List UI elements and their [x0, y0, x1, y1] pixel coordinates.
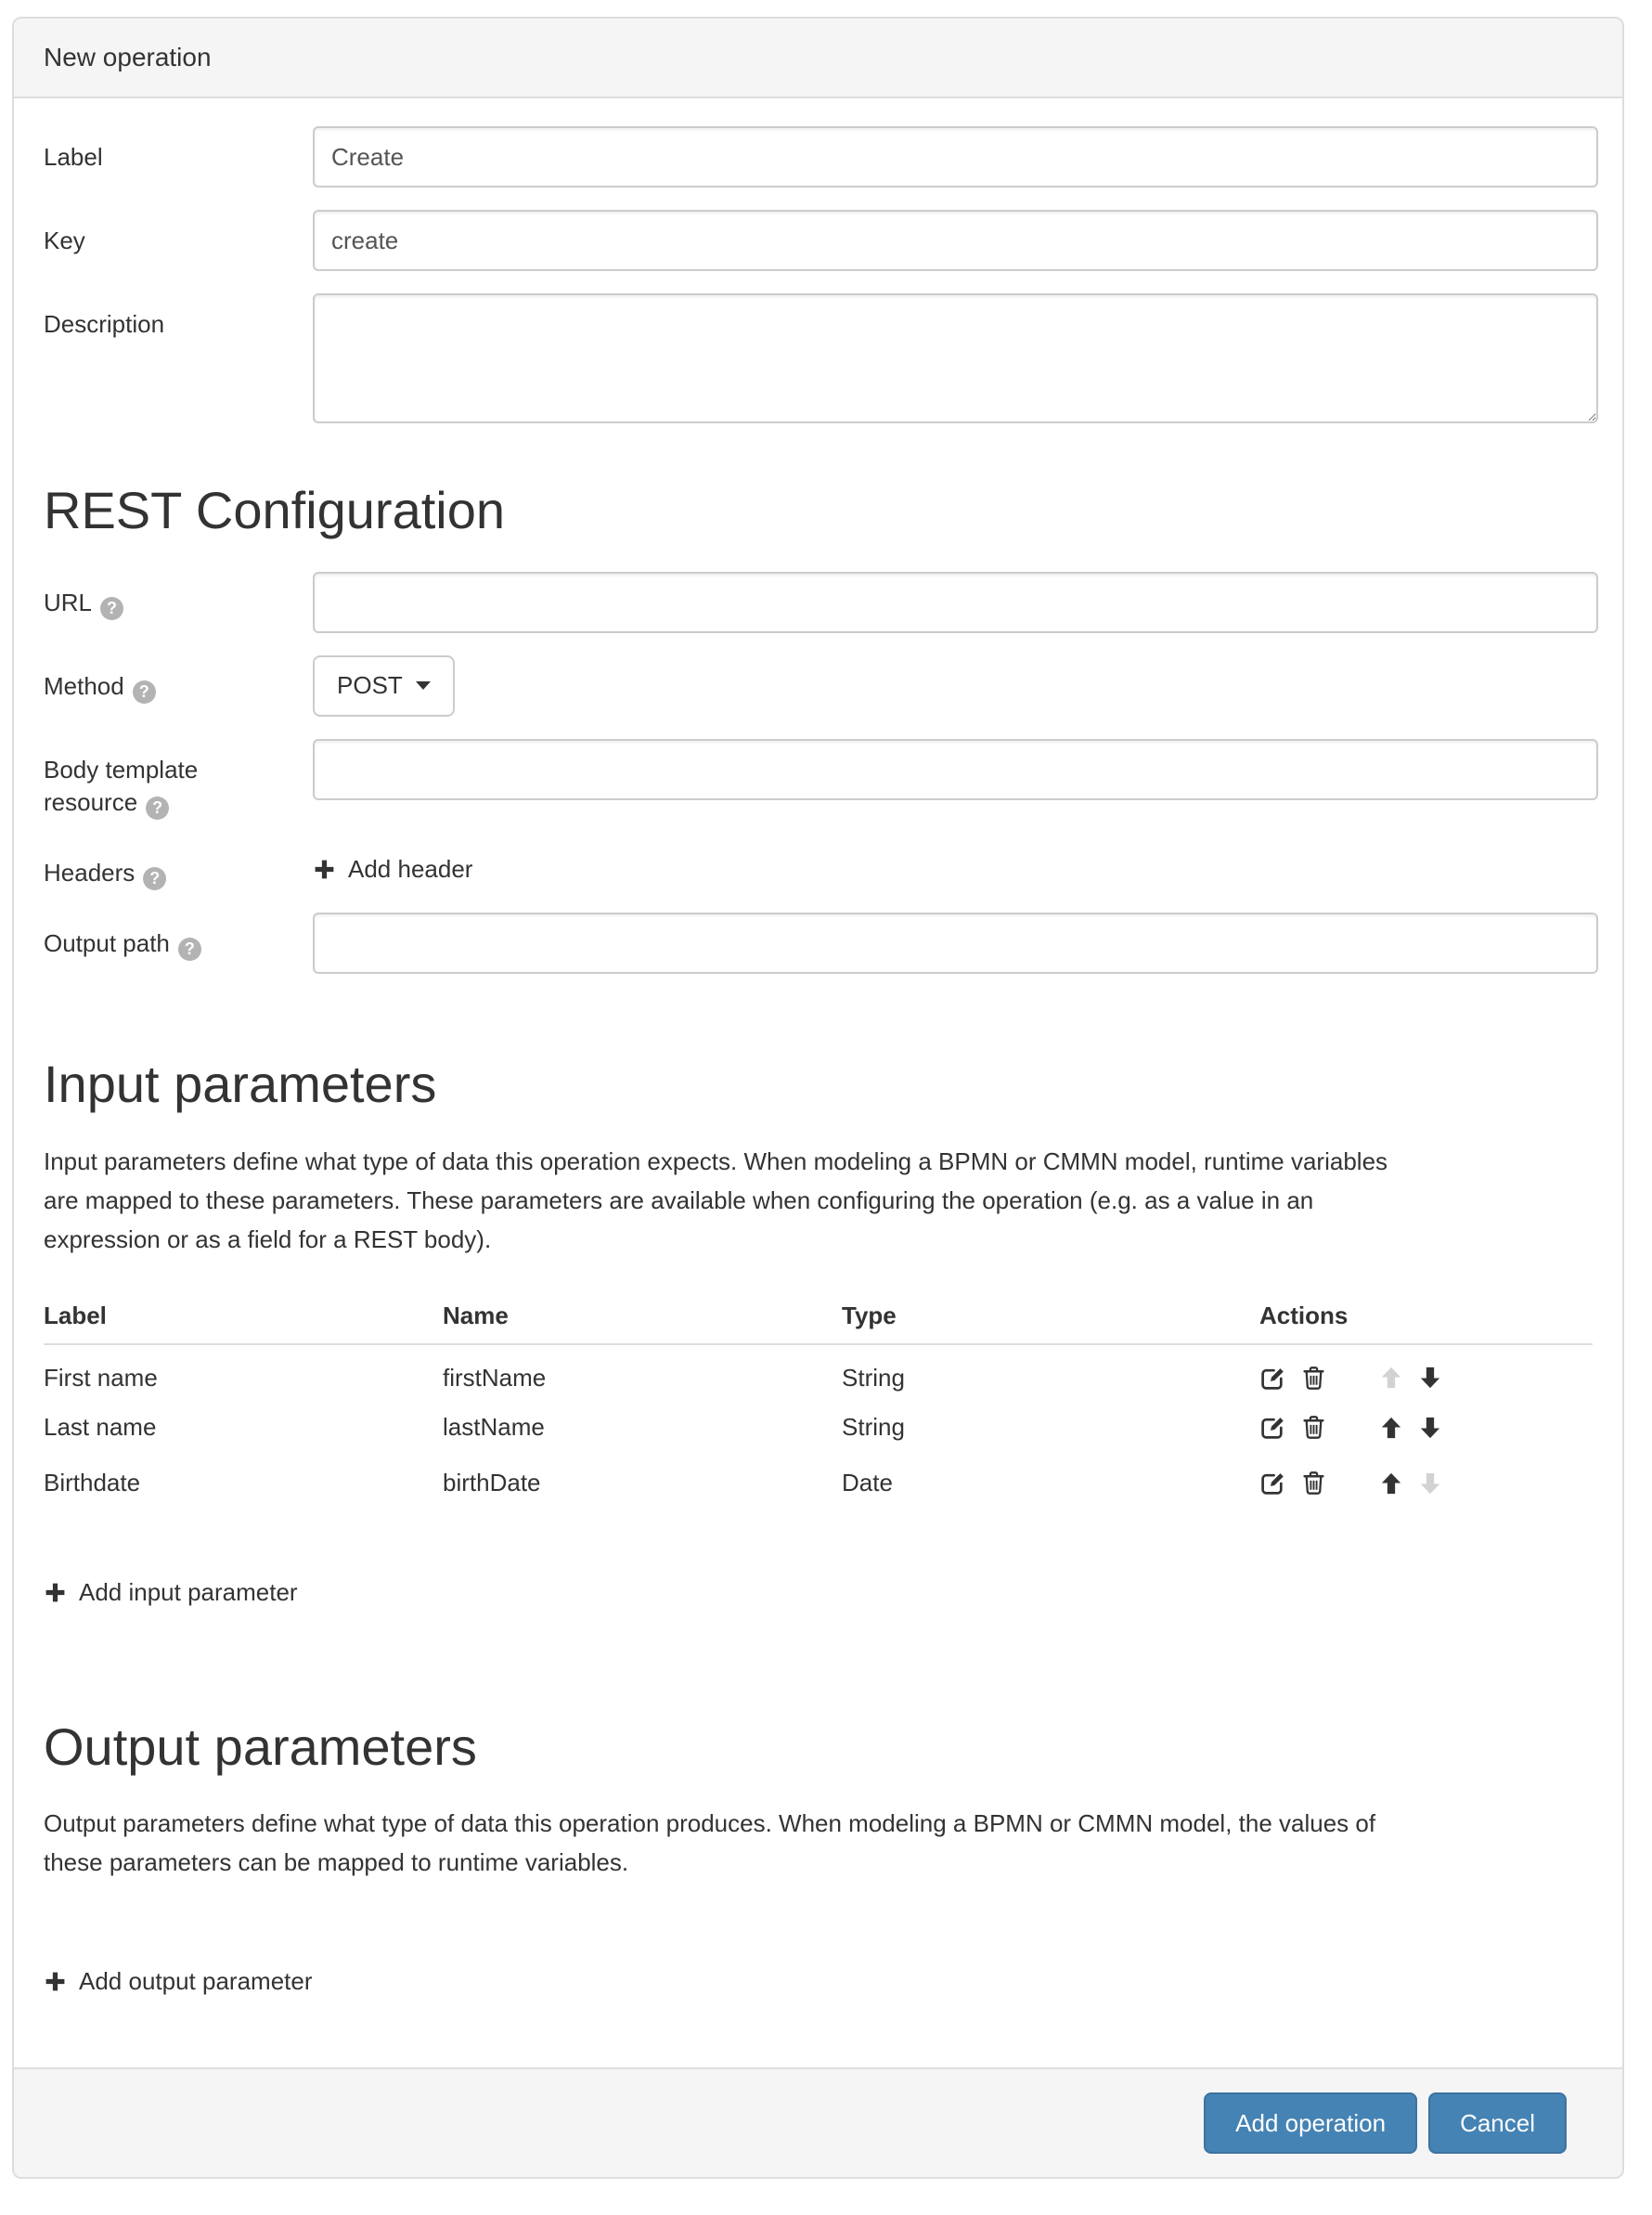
add-output-parameter-label: Add output parameter [79, 1967, 313, 1996]
move-up-button[interactable] [1380, 1470, 1402, 1496]
url-input[interactable] [313, 572, 1598, 633]
help-icon[interactable]: ? [133, 680, 156, 704]
add-header-label: Add header [348, 854, 473, 883]
input-parameters-heading: Input parameters [44, 1054, 437, 1113]
move-up-button[interactable] [1380, 1415, 1402, 1441]
plus-icon [44, 1970, 67, 1993]
panel-header [14, 19, 1622, 98]
method-dropdown[interactable] [313, 655, 455, 717]
description-textarea[interactable] [313, 293, 1598, 423]
edit-parameter-button[interactable] [1259, 1470, 1286, 1496]
move-down-button[interactable] [1419, 1365, 1441, 1391]
help-icon[interactable]: ? [100, 597, 123, 620]
add-input-parameter-link[interactable] [44, 1578, 298, 1607]
panel-title: New operation [44, 43, 212, 71]
param-type: Date [842, 1469, 893, 1497]
plus-icon [313, 858, 336, 881]
edit-parameter-button[interactable] [1259, 1365, 1286, 1392]
move-up-button [1380, 1365, 1402, 1391]
param-type: String [842, 1413, 905, 1442]
plus-icon [44, 1581, 67, 1604]
add-output-parameter-link[interactable] [44, 1967, 313, 1996]
table-row [44, 1400, 1593, 1456]
param-name: firstName [443, 1363, 547, 1392]
output-parameters-description: Output parameters define what type of data this operation produces. When modeling a BPMN or CMMN model, the values of these parameters can be mapped to runtime variables. [44, 1809, 1376, 1877]
form-row-body-template [44, 739, 1593, 820]
output-path-field-label: Output path ? [44, 913, 313, 974]
table-row [44, 1344, 1593, 1400]
delete-parameter-button[interactable] [1300, 1414, 1327, 1441]
column-header-actions: Actions [1259, 1302, 1593, 1344]
method-dropdown-value: POST [337, 671, 403, 700]
column-header-type: Type [842, 1302, 1259, 1344]
form-row-headers [44, 842, 1593, 890]
param-label: Birthdate [44, 1469, 141, 1497]
param-label: Last name [44, 1413, 157, 1442]
method-field-label: Method ? [44, 655, 313, 717]
help-icon[interactable]: ? [146, 797, 169, 820]
param-name: birthDate [443, 1469, 541, 1497]
new-operation-panel [12, 17, 1624, 2179]
form-row-description [44, 293, 1593, 428]
input-parameters-description: Input parameters define what type of data this operation expects. When modeling a BPMN or CMMN model, runtime variables are mapped to these parameters. These parameters are available when configuring the operation (e.g. as a value in an expression or as a field for a REST body). [44, 1146, 1388, 1253]
input-parameters-table [44, 1302, 1593, 1511]
form-row-key [44, 210, 1593, 271]
add-input-parameter-label: Add input parameter [79, 1577, 298, 1606]
form-row-method [44, 655, 1593, 717]
headers-field-label: Headers ? [44, 842, 313, 890]
form-row-url [44, 572, 1593, 633]
key-field-label: Key [44, 227, 85, 254]
add-header-link[interactable] [313, 842, 472, 884]
body-template-field-label: Body template resource ? [44, 739, 313, 820]
delete-parameter-button[interactable] [1300, 1365, 1327, 1392]
add-operation-button[interactable]: Add operation [1204, 2092, 1417, 2154]
move-down-button [1419, 1470, 1441, 1496]
column-header-name: Name [443, 1302, 842, 1344]
param-type: String [842, 1363, 905, 1392]
panel-body [14, 98, 1622, 2067]
edit-parameter-button[interactable] [1259, 1414, 1286, 1441]
table-header-row [44, 1302, 1593, 1344]
table-row [44, 1456, 1593, 1511]
cancel-button[interactable]: Cancel [1428, 2092, 1567, 2154]
param-name: lastName [443, 1413, 545, 1442]
url-field-label: URL ? [44, 572, 313, 633]
body-template-input[interactable] [313, 739, 1598, 800]
form-row-label [44, 126, 1593, 188]
delete-parameter-button[interactable] [1300, 1470, 1327, 1496]
label-field-label: Label [44, 143, 103, 171]
form-row-output-path [44, 913, 1593, 974]
key-input[interactable] [313, 210, 1598, 271]
output-parameters-heading: Output parameters [44, 1716, 477, 1776]
move-down-button[interactable] [1419, 1415, 1441, 1441]
panel-footer [14, 2067, 1622, 2177]
param-label: First name [44, 1363, 158, 1392]
column-header-label: Label [44, 1302, 443, 1344]
help-icon[interactable]: ? [178, 938, 201, 961]
chevron-down-icon [416, 681, 431, 690]
label-input[interactable] [313, 126, 1598, 188]
output-path-input[interactable] [313, 913, 1598, 974]
help-icon[interactable]: ? [143, 867, 166, 890]
description-field-label: Description [44, 310, 165, 338]
rest-configuration-heading: REST Configuration [44, 481, 505, 539]
